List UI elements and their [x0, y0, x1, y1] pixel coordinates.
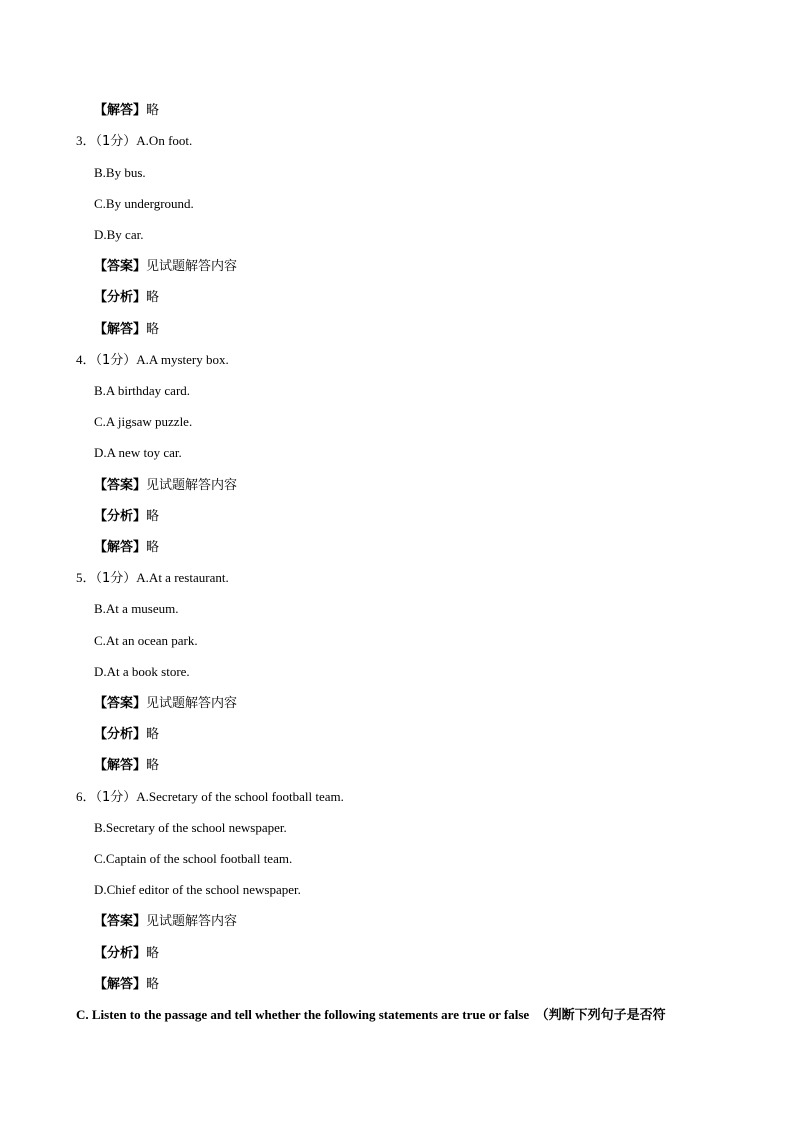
- analysis-note: [94, 944, 159, 963]
- solution-label: 【解答】: [94, 540, 147, 555]
- solution-text: 略: [146, 977, 160, 992]
- analysis-text: 略: [146, 946, 160, 961]
- question-4: [76, 351, 229, 370]
- option-c: C.A jigsaw puzzle.: [94, 414, 193, 429]
- analysis-text: 略: [146, 290, 160, 305]
- option-a: A.On foot.: [136, 133, 193, 148]
- section-c-text: C. Listen to the passage and tell whether the following statements are true or false: [76, 1007, 530, 1022]
- solution-note: [94, 101, 159, 120]
- question-score: （1分）: [95, 790, 137, 805]
- answer-note: [94, 912, 237, 931]
- question-number: 3．: [76, 133, 96, 148]
- answer-text: 见试题解答内容: [146, 478, 238, 493]
- option-a: A.Secretary of the school football team.: [136, 789, 344, 804]
- option-d: D.At a book store.: [94, 664, 190, 679]
- option-b: B.Secretary of the school newspaper.: [94, 820, 287, 835]
- answer-note: [94, 257, 237, 276]
- answer-text: 见试题解答内容: [146, 259, 238, 274]
- question-number: 5．: [76, 570, 96, 585]
- solution-text: 略: [146, 540, 160, 555]
- answer-text: 见试题解答内容: [146, 696, 238, 711]
- answer-text: 见试题解答内容: [146, 914, 238, 929]
- solution-label: 【解答】: [94, 322, 147, 337]
- option-a: A.At a restaurant.: [136, 570, 229, 585]
- solution-note: [94, 975, 159, 994]
- analysis-label: 【分析】: [94, 290, 147, 305]
- section-c-cjk: （判断下列句子是否符: [535, 1008, 666, 1023]
- option-d: D.By car.: [94, 227, 144, 242]
- solution-note: [94, 538, 159, 557]
- analysis-label: 【分析】: [94, 946, 147, 961]
- solution-text: 略: [146, 758, 160, 773]
- option-c: C.At an ocean park.: [94, 633, 198, 648]
- question-score: （1分）: [95, 571, 137, 586]
- question-number: 4．: [76, 352, 96, 367]
- option-c: C.Captain of the school football team.: [94, 851, 293, 866]
- analysis-note: [94, 725, 159, 744]
- solution-text: 略: [146, 103, 160, 118]
- answer-label: 【答案】: [94, 259, 147, 274]
- solution-label: 【解答】: [94, 758, 147, 773]
- answer-label: 【答案】: [94, 696, 147, 711]
- option-c: C.By underground.: [94, 196, 194, 211]
- analysis-note: [94, 507, 159, 526]
- analysis-note: [94, 288, 159, 307]
- question-score: （1分）: [95, 134, 137, 149]
- answer-note: [94, 476, 237, 495]
- analysis-text: 略: [146, 727, 160, 742]
- option-b: B.By bus.: [94, 165, 146, 180]
- section-c-heading: [76, 1006, 666, 1025]
- solution-label: 【解答】: [94, 103, 147, 118]
- analysis-label: 【分析】: [94, 727, 147, 742]
- option-b: B.A birthday card.: [94, 383, 191, 398]
- solution-note: [94, 320, 159, 339]
- solution-text: 略: [146, 322, 160, 337]
- solution-note: [94, 756, 159, 775]
- option-b: B.At a museum.: [94, 601, 179, 616]
- analysis-label: 【分析】: [94, 509, 147, 524]
- option-d: D.Chief editor of the school newspaper.: [94, 882, 301, 897]
- question-3: [76, 132, 192, 151]
- analysis-text: 略: [146, 509, 160, 524]
- option-d: D.A new toy car.: [94, 445, 182, 460]
- question-score: （1分）: [95, 353, 137, 368]
- solution-label: 【解答】: [94, 977, 147, 992]
- question-6: [76, 788, 344, 807]
- answer-label: 【答案】: [94, 478, 147, 493]
- question-5: [76, 569, 229, 588]
- answer-note: [94, 694, 237, 713]
- answer-label: 【答案】: [94, 914, 147, 929]
- question-number: 6．: [76, 789, 96, 804]
- option-a: A.A mystery box.: [136, 352, 229, 367]
